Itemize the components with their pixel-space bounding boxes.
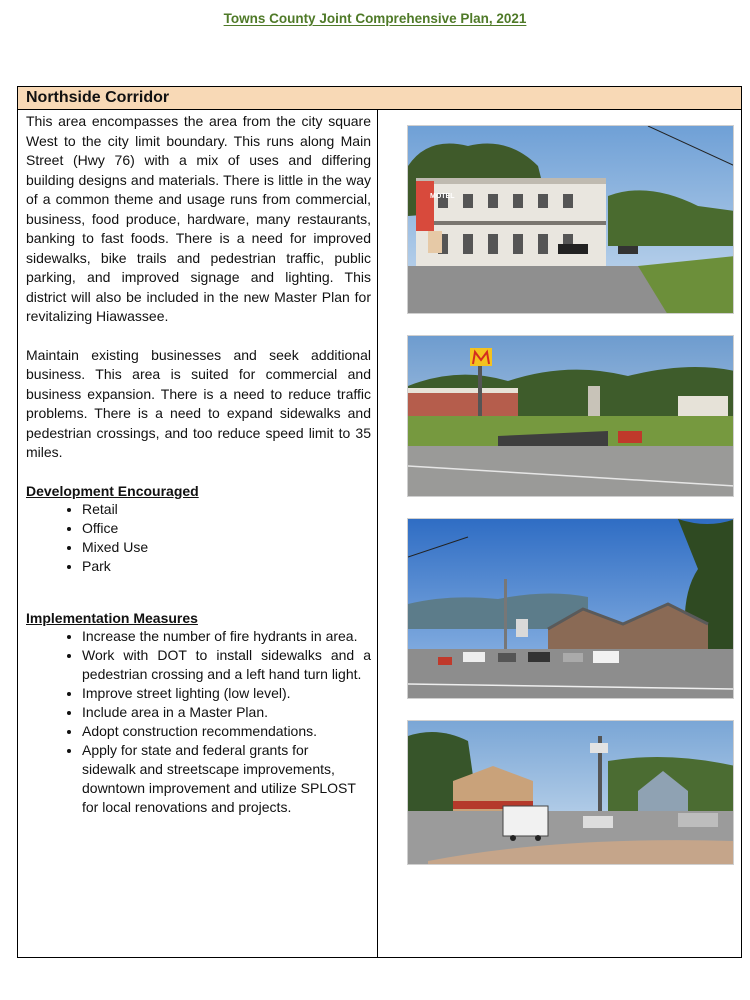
- list-item: • Park: [82, 557, 371, 576]
- section-table: [17, 86, 742, 958]
- list-item: • Work with DOT to install sidewalks and a pedestrian crossing and a left hand turn light.: [82, 646, 371, 684]
- list-item: • Increase the number of fire hydrants in area.: [82, 627, 371, 646]
- column-divider: [377, 110, 378, 957]
- document-header: [0, 10, 750, 28]
- development-heading: Development Encouraged: [26, 482, 199, 499]
- motel-photo: [407, 125, 734, 314]
- document-title: Towns County Joint Comprehensive Plan, 2021: [223, 11, 527, 26]
- list-item: • Apply for state and federal grants for sidewalk and streetscape improvements, downtown improvement and utilize SPLOST for local renovations and projects.: [82, 741, 371, 817]
- text-column: [26, 112, 371, 817]
- shopping-intersection-photo: [407, 518, 734, 699]
- goals-paragraph: Maintain existing businesses and seek additional business. This area is suited for commercial and business expansion. There is a need to reduce traffic problems. There is a need to expand sidewalks and pedestrian crossings, and too reduce speed limit to 35 miles.: [26, 346, 371, 460]
- list-item: • Office: [82, 519, 371, 538]
- list-item: • Mixed Use: [82, 538, 371, 557]
- implementation-heading: Implementation Measures: [26, 609, 198, 626]
- list-item: • Improve street lighting (low level).: [82, 684, 371, 703]
- section-title: Northside Corridor: [18, 87, 741, 110]
- implementation-list: [26, 627, 371, 817]
- list-item: • Adopt construction recommendations.: [82, 722, 371, 741]
- motel-sign-text: MOTEL: [430, 193, 455, 200]
- development-list: [26, 500, 371, 576]
- restaurant-photo: [407, 335, 734, 497]
- corner-businesses-photo: [407, 720, 734, 865]
- description-paragraph: This area encompasses the area from the city square West to the city limit boundary. This runs along Main Street (Hwy 76) with a mix of uses and differing building designs and materials. There is little in the way of a common theme and usage runs from commercial, business, food produce, hardware, many restaurants, banking to fast foods. There is a need for improved sidewalks, bike trails and pedestrian traffic, public parking, and improved signage and lighting. This district will also be included in the new Master Plan for revitalizing Hiawassee.: [26, 113, 371, 324]
- list-item: • Retail: [82, 500, 371, 519]
- list-item: • Include area in a Master Plan.: [82, 703, 371, 722]
